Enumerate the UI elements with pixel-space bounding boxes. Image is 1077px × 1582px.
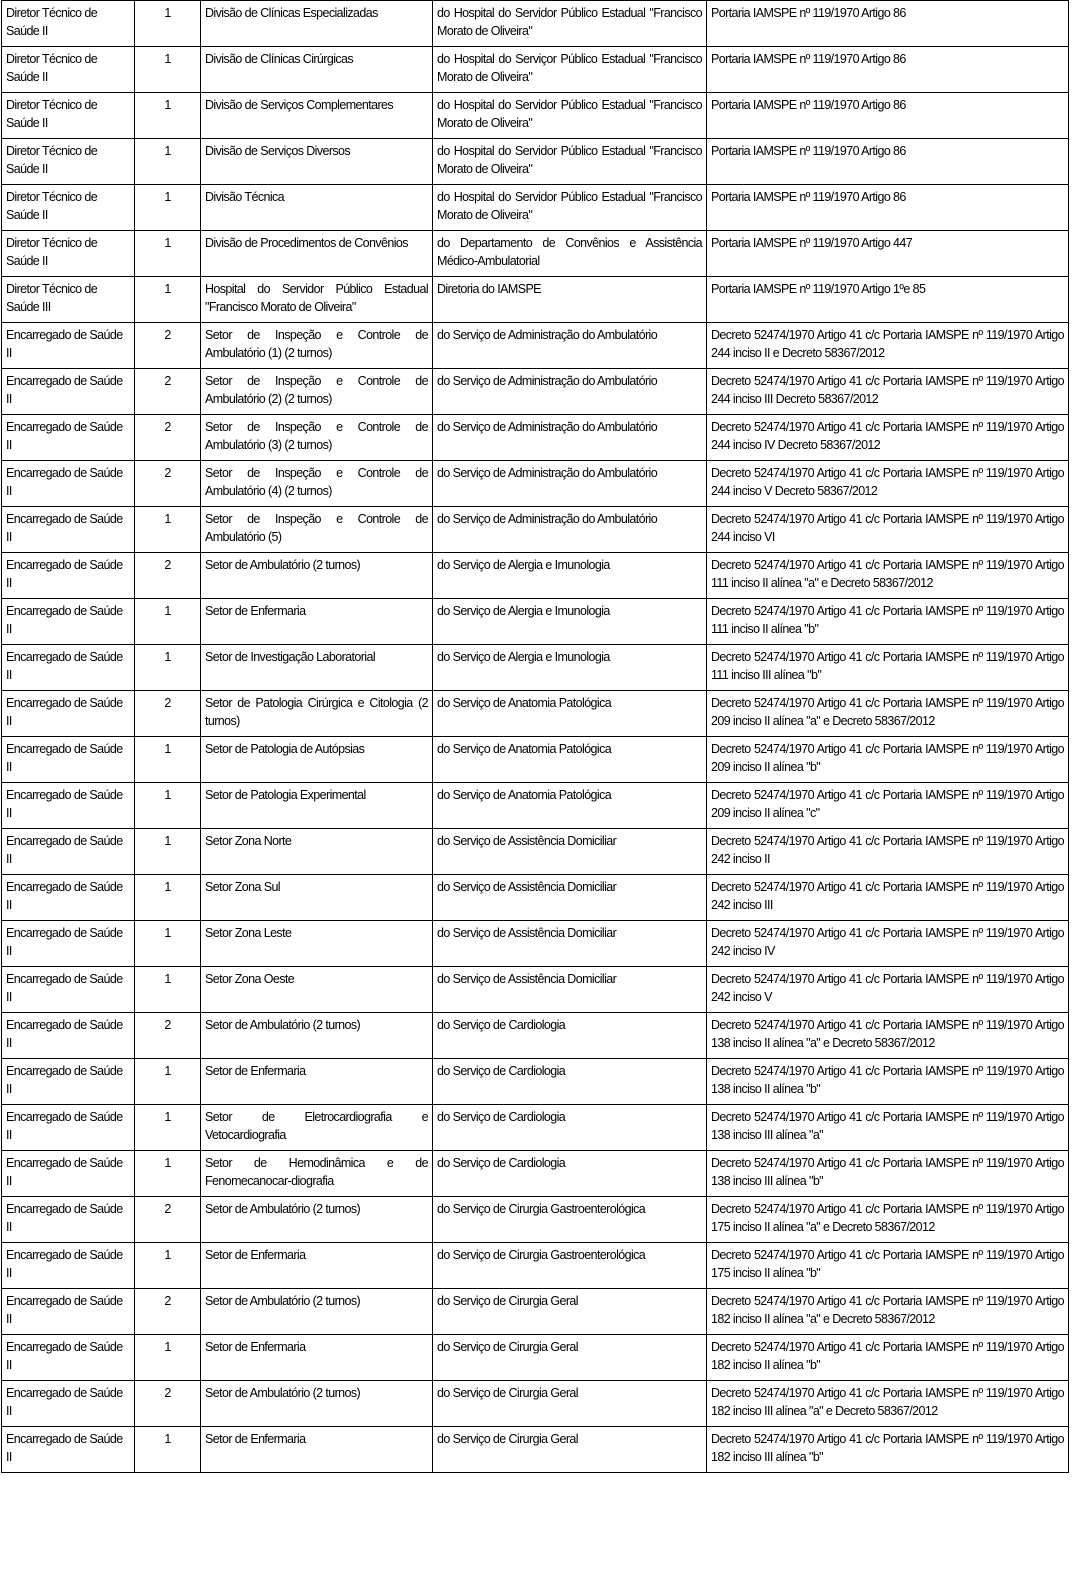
quantity-cell: 1 [135,277,201,323]
subordination-cell: do Serviço de Cardiologia [433,1059,707,1105]
quantity-cell: 1 [135,47,201,93]
table-row [2,1197,1069,1243]
legislation-cell: Decreto 52474/1970 Artigo 41 c/c Portaria IAMSPE nº 119/1970 Artigo 209 inciso II alínea "a" e Decreto 58367/2012 [707,691,1069,737]
legislation-cell: Decreto 52474/1970 Artigo 41 c/c Portaria IAMSPE nº 119/1970 Artigo 182 inciso III alínea "a" e Decreto 58367/2012 [707,1381,1069,1427]
subordination-cell: do Serviço de Administração do Ambulatório [433,461,707,507]
quantity-cell: 2 [135,691,201,737]
cargo-cell: Encarregado de Saúde II [2,1335,135,1381]
quantity-cell: 2 [135,1381,201,1427]
table-row [2,645,1069,691]
legislation-cell: Decreto 52474/1970 Artigo 41 c/c Portaria IAMSPE nº 119/1970 Artigo 111 inciso II alínea "b" [707,599,1069,645]
table-row [2,1013,1069,1059]
unit-cell: Setor de Enfermaria [201,1243,433,1289]
subordination-cell: do Serviço de Assistência Domiciliar [433,875,707,921]
quantity-cell: 1 [135,1,201,47]
unit-cell: Divisão de Clínicas Especializadas [201,1,433,47]
legislation-cell: Decreto 52474/1970 Artigo 41 c/c Portaria IAMSPE nº 119/1970 Artigo 182 inciso III alínea "b" [707,1427,1069,1473]
legislation-cell: Decreto 52474/1970 Artigo 41 c/c Portaria IAMSPE nº 119/1970 Artigo 175 inciso II alínea "a" e Decreto 58367/2012 [707,1197,1069,1243]
legislation-cell: Portaria IAMSPE nº 119/1970 Artigo 86 [707,139,1069,185]
table-row [2,231,1069,277]
subordination-cell: do Hospital do Servidor Público Estadual "Francisco Morato de Oliveira" [433,93,707,139]
legislation-cell: Portaria IAMSPE nº 119/1970 Artigo 1ºe 85 [707,277,1069,323]
quantity-cell: 1 [135,231,201,277]
table-row [2,185,1069,231]
quantity-cell: 1 [135,139,201,185]
cargo-cell: Diretor Técnico de Saúde II [2,185,135,231]
quantity-cell: 2 [135,553,201,599]
cargo-cell: Encarregado de Saúde II [2,1059,135,1105]
unit-cell: Setor de Enfermaria [201,1335,433,1381]
legislation-cell: Decreto 52474/1970 Artigo 41 c/c Portaria IAMSPE nº 119/1970 Artigo 138 inciso III alínea "a" [707,1105,1069,1151]
unit-cell: Setor de Inspeção e Controle de Ambulatório (5) [201,507,433,553]
table-row [2,1381,1069,1427]
unit-cell: Divisão Técnica [201,185,433,231]
legislation-cell: Decreto 52474/1970 Artigo 41 c/c Portaria IAMSPE nº 119/1970 Artigo 111 inciso II alínea "a" e Decreto 58367/2012 [707,553,1069,599]
legislation-cell: Decreto 52474/1970 Artigo 41 c/c Portaria IAMSPE nº 119/1970 Artigo 138 inciso III alínea "b" [707,1151,1069,1197]
cargo-cell: Encarregado de Saúde II [2,829,135,875]
quantity-cell: 1 [135,1059,201,1105]
subordination-cell: do Serviço de Assistência Domiciliar [433,921,707,967]
unit-cell: Setor de Enfermaria [201,599,433,645]
unit-cell: Setor de Inspeção e Controle de Ambulatório (3) (2 turnos) [201,415,433,461]
legislation-cell: Decreto 52474/1970 Artigo 41 c/c Portaria IAMSPE nº 119/1970 Artigo 244 inciso IV Decreto 58367/2012 [707,415,1069,461]
legislation-cell: Decreto 52474/1970 Artigo 41 c/c Portaria IAMSPE nº 119/1970 Artigo 244 inciso II e Decreto 58367/2012 [707,323,1069,369]
table-row [2,553,1069,599]
quantity-cell: 1 [135,1151,201,1197]
quantity-cell: 2 [135,1013,201,1059]
legislation-cell: Decreto 52474/1970 Artigo 41 c/c Portaria IAMSPE nº 119/1970 Artigo 242 inciso II [707,829,1069,875]
subordination-cell: do Serviço de Anatomia Patológica [433,783,707,829]
legislation-cell: Decreto 52474/1970 Artigo 41 c/c Portaria IAMSPE nº 119/1970 Artigo 209 inciso II alínea "b" [707,737,1069,783]
legislation-cell: Decreto 52474/1970 Artigo 41 c/c Portaria IAMSPE nº 119/1970 Artigo 242 inciso IV [707,921,1069,967]
cargo-cell: Encarregado de Saúde II [2,737,135,783]
table-row [2,1,1069,47]
quantity-cell: 1 [135,507,201,553]
cargo-cell: Encarregado de Saúde II [2,507,135,553]
unit-cell: Hospital do Servidor Público Estadual "Francisco Morato de Oliveira" [201,277,433,323]
table-row [2,93,1069,139]
unit-cell: Setor de Enfermaria [201,1059,433,1105]
unit-cell: Setor de Patologia Experimental [201,783,433,829]
quantity-cell: 1 [135,599,201,645]
subordination-cell: do Serviço de Cirurgia Geral [433,1381,707,1427]
table-row [2,1059,1069,1105]
cargo-cell: Encarregado de Saúde II [2,323,135,369]
table-row [2,277,1069,323]
cargo-cell: Encarregado de Saúde II [2,553,135,599]
legislation-cell: Decreto 52474/1970 Artigo 41 c/c Portaria IAMSPE nº 119/1970 Artigo 175 inciso II alínea "b" [707,1243,1069,1289]
quantity-cell: 1 [135,921,201,967]
quantity-cell: 1 [135,1335,201,1381]
quantity-cell: 1 [135,875,201,921]
subordination-cell: do Serviço de Alergia e Imunologia [433,599,707,645]
cargo-cell: Encarregado de Saúde II [2,461,135,507]
subordination-cell: do Serviço de Cardiologia [433,1151,707,1197]
unit-cell: Setor de Ambulatório (2 turnos) [201,1381,433,1427]
cargo-cell: Encarregado de Saúde II [2,369,135,415]
subordination-cell: do Serviço de Cirurgia Gastroenterológica [433,1197,707,1243]
legislation-cell: Decreto 52474/1970 Artigo 41 c/c Portaria IAMSPE nº 119/1970 Artigo 244 inciso V Decreto 58367/2012 [707,461,1069,507]
quantity-cell: 2 [135,323,201,369]
legislation-cell: Portaria IAMSPE nº 119/1970 Artigo 86 [707,185,1069,231]
quantity-cell: 2 [135,1197,201,1243]
unit-cell: Divisão de Serviços Diversos [201,139,433,185]
cargo-cell: Encarregado de Saúde II [2,875,135,921]
table-row [2,415,1069,461]
cargo-cell: Diretor Técnico de Saúde II [2,47,135,93]
cargo-cell: Encarregado de Saúde II [2,645,135,691]
quantity-cell: 1 [135,93,201,139]
quantity-cell: 2 [135,415,201,461]
cargo-cell: Encarregado de Saúde II [2,1289,135,1335]
subordination-cell: do Serviço de Cirurgia Geral [433,1427,707,1473]
cargo-cell: Diretor Técnico de Saúde II [2,139,135,185]
quantity-cell: 1 [135,645,201,691]
unit-cell: Setor de Hemodinâmica e de Fenomecanocar-diografia [201,1151,433,1197]
unit-cell: Setor de Patologia Cirúrgica e Citologia (2 turnos) [201,691,433,737]
unit-cell: Setor de Ambulatório (2 turnos) [201,1289,433,1335]
unit-cell: Setor Zona Norte [201,829,433,875]
quantity-cell: 1 [135,185,201,231]
unit-cell: Divisão de Clínicas Cirúrgicas [201,47,433,93]
subordination-cell: do Serviço de Cirurgia Geral [433,1335,707,1381]
cargo-cell: Encarregado de Saúde II [2,599,135,645]
legislation-cell: Decreto 52474/1970 Artigo 41 c/c Portaria IAMSPE nº 119/1970 Artigo 111 inciso III alínea "b" [707,645,1069,691]
unit-cell: Setor de Patologia de Autópsias [201,737,433,783]
unit-cell: Setor de Enfermaria [201,1427,433,1473]
subordination-cell: do Hospital do Servidor Público Estadual "Francisco Morato de Oliveira" [433,139,707,185]
table-row [2,369,1069,415]
subordination-cell: do Serviço de Anatomia Patológica [433,737,707,783]
subordination-cell: do Serviço de Administração do Ambulatório [433,323,707,369]
subordination-cell: do Hospital do Servidor Público Estadual "Francisco Morato de Oliveira" [433,1,707,47]
table-row [2,691,1069,737]
subordination-cell: do Departamento de Convênios e Assistência Médico-Ambulatorial [433,231,707,277]
table-row [2,1151,1069,1197]
subordination-cell: Diretoria do IAMSPE [433,277,707,323]
legislation-cell: Decreto 52474/1970 Artigo 41 c/c Portaria IAMSPE nº 119/1970 Artigo 242 inciso V [707,967,1069,1013]
cargo-cell: Encarregado de Saúde II [2,783,135,829]
table-body [2,1,1069,1473]
table-row [2,1289,1069,1335]
quantity-cell: 2 [135,369,201,415]
table-row [2,47,1069,93]
table-row [2,1105,1069,1151]
quantity-cell: 2 [135,1289,201,1335]
table-row [2,967,1069,1013]
legislation-cell: Decreto 52474/1970 Artigo 41 c/c Portaria IAMSPE nº 119/1970 Artigo 244 inciso VI [707,507,1069,553]
quantity-cell: 1 [135,1427,201,1473]
table-row [2,783,1069,829]
subordination-cell: do Serviço de Assistência Domiciliar [433,967,707,1013]
subordination-cell: do Serviço de Assistência Domiciliar [433,829,707,875]
subordination-cell: do Serviço de Alergia e Imunologia [433,553,707,599]
quantity-cell: 1 [135,783,201,829]
subordination-cell: do Serviço de Cardiologia [433,1105,707,1151]
cargo-cell: Encarregado de Saúde II [2,1197,135,1243]
quantity-cell: 2 [135,461,201,507]
legislation-cell: Portaria IAMSPE nº 119/1970 Artigo 447 [707,231,1069,277]
legislation-cell: Decreto 52474/1970 Artigo 41 c/c Portaria IAMSPE nº 119/1970 Artigo 138 inciso II alínea "a" e Decreto 58367/2012 [707,1013,1069,1059]
table-row [2,507,1069,553]
quantity-cell: 1 [135,967,201,1013]
unit-cell: Setor de Ambulatório (2 turnos) [201,1197,433,1243]
unit-cell: Setor Zona Oeste [201,967,433,1013]
unit-cell: Setor de Ambulatório (2 turnos) [201,553,433,599]
table-row [2,599,1069,645]
table-row [2,737,1069,783]
cargo-cell: Diretor Técnico de Saúde II [2,1,135,47]
subordination-cell: do Serviço de Cirurgia Geral [433,1289,707,1335]
unit-cell: Setor Zona Sul [201,875,433,921]
cargo-cell: Encarregado de Saúde II [2,1013,135,1059]
table-row [2,829,1069,875]
subordination-cell: do Hospital do Serviçor Público Estadual "Francisco Morato de Oliveira" [433,47,707,93]
legislation-cell: Decreto 52474/1970 Artigo 41 c/c Portaria IAMSPE nº 119/1970 Artigo 182 inciso II alínea "a" e Decreto 58367/2012 [707,1289,1069,1335]
cargo-cell: Encarregado de Saúde II [2,967,135,1013]
subordination-cell: do Serviço de Administração do Ambulatório [433,415,707,461]
legislation-cell: Decreto 52474/1970 Artigo 41 c/c Portaria IAMSPE nº 119/1970 Artigo 209 inciso II alínea "c" [707,783,1069,829]
legislation-cell: Decreto 52474/1970 Artigo 41 c/c Portaria IAMSPE nº 119/1970 Artigo 242 inciso III [707,875,1069,921]
subordination-cell: do Serviço de Administração do Ambulatório [433,369,707,415]
table-row [2,1243,1069,1289]
cargo-cell: Encarregado de Saúde II [2,691,135,737]
unit-cell: Setor de Eletrocardiografia e Vetocardiografia [201,1105,433,1151]
legislation-cell: Decreto 52474/1970 Artigo 41 c/c Portaria IAMSPE nº 119/1970 Artigo 182 inciso II alínea "b" [707,1335,1069,1381]
table-row [2,1335,1069,1381]
cargo-cell: Encarregado de Saúde II [2,1243,135,1289]
legislation-cell: Decreto 52474/1970 Artigo 41 c/c Portaria IAMSPE nº 119/1970 Artigo 244 inciso III Decreto 58367/2012 [707,369,1069,415]
table-row [2,323,1069,369]
legislation-cell: Portaria IAMSPE nº 119/1970 Artigo 86 [707,47,1069,93]
quantity-cell: 1 [135,737,201,783]
unit-cell: Divisão de Serviços Complementares [201,93,433,139]
unit-cell: Setor de Ambulatório (2 turnos) [201,1013,433,1059]
unit-cell: Setor de Investigação Laboratorial [201,645,433,691]
unit-cell: Divisão de Procedimentos de Convênios [201,231,433,277]
cargo-cell: Encarregado de Saúde II [2,415,135,461]
cargo-cell: Encarregado de Saúde II [2,921,135,967]
quantity-cell: 1 [135,1243,201,1289]
quantity-cell: 1 [135,829,201,875]
cargo-cell: Diretor Técnico de Saúde III [2,277,135,323]
unit-cell: Setor de Inspeção e Controle de Ambulatório (2) (2 turnos) [201,369,433,415]
cargo-cell: Diretor Técnico de Saúde II [2,93,135,139]
subordination-cell: do Serviço de Anatomia Patológica [433,691,707,737]
cargo-cell: Encarregado de Saúde II [2,1151,135,1197]
table-row [2,139,1069,185]
table-row [2,461,1069,507]
cargo-cell: Diretor Técnico de Saúde II [2,231,135,277]
positions-table [1,0,1069,1473]
legislation-cell: Decreto 52474/1970 Artigo 41 c/c Portaria IAMSPE nº 119/1970 Artigo 138 inciso II alínea "b" [707,1059,1069,1105]
unit-cell: Setor de Inspeção e Controle de Ambulatório (4) (2 turnos) [201,461,433,507]
subordination-cell: do Hospital do Servidor Público Estadual "Francisco Morato de Oliveira" [433,185,707,231]
subordination-cell: do Serviço de Cirurgia Gastroenterológica [433,1243,707,1289]
cargo-cell: Encarregado de Saúde II [2,1105,135,1151]
unit-cell: Setor de Inspeção e Controle de Ambulatório (1) (2 turnos) [201,323,433,369]
cargo-cell: Encarregado de Saúde II [2,1381,135,1427]
legislation-cell: Portaria IAMSPE nº 119/1970 Artigo 86 [707,93,1069,139]
cargo-cell: Encarregado de Saúde II [2,1427,135,1473]
table-row [2,1427,1069,1473]
table-row [2,875,1069,921]
legislation-cell: Portaria IAMSPE nº 119/1970 Artigo 86 [707,1,1069,47]
unit-cell: Setor Zona Leste [201,921,433,967]
table-row [2,921,1069,967]
subordination-cell: do Serviço de Administração do Ambulatório [433,507,707,553]
subordination-cell: do Serviço de Alergia e Imunologia [433,645,707,691]
subordination-cell: do Serviço de Cardiologia [433,1013,707,1059]
quantity-cell: 1 [135,1105,201,1151]
